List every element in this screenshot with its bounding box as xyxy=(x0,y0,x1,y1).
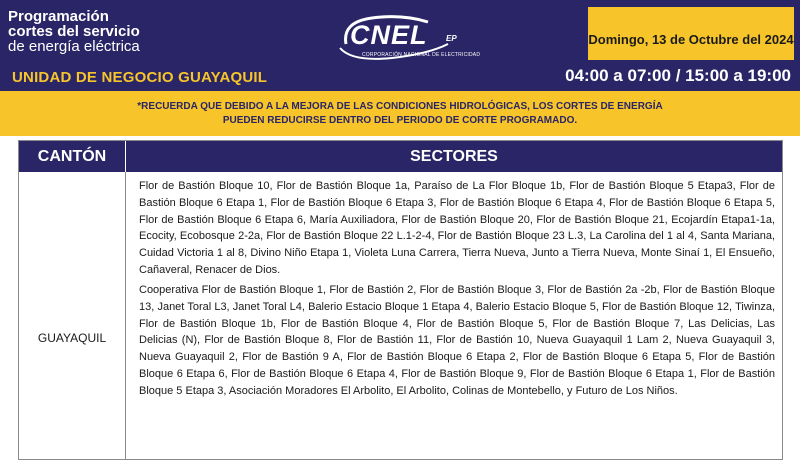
notice-banner xyxy=(0,91,800,136)
sectors-paragraph-2: Cooperativa Flor de Bastión Bloque 1, Flor de Bastión 2, Flor de Bastión Bloque 3, Flor de Bastión 2a -2b, Flor de Bastión Bloque 13, Janet Toral L3, Janet Toral L4, Balerio Estacio Bloque 1 Etapa 4, Balerio Estacio Bloque 5, Flor de Bastión Bloque 12, Tiwinza, Flor de Bastión Bloque 1b, Flor de Bastión Bloque 4, Flor de Bastión Bloque 5, Flor de Bastión Bloque 7, Las Delicias, Las Delicias (N), Flor de Bastión Bloque 8, Flor de Bastión 11, Flor de Bastión 10, Nueva Guayaquil 1 Lam 2, Nueva Guayaquil 3, Nueva Guayaquil 2, Flor de Bastión 9 A, Flor de Bastión Bloque 6 Etapa 2, Flor de Bastión Bloque 6 Etapa 5, Flor de Bastión Bloque 6 Etapa 6, Flor de Bastión Bloque 6 Etapa 4, Flor de Bastión Bloque 9, Flor de Bastión Bloque 6 Etapa 1, Flor de Bastión Bloque 5 Etapa 3, Asociación Moradores El Arbolito, El Arbolito, Colinas de Montebello, y Futuro de Los Niños. xyxy=(139,284,775,397)
title-line-2: cortes del servicio xyxy=(8,23,140,40)
notice-line-1: *RECUERDA QUE DEBIDO A LA MEJORA DE LAS CONDICIONES HIDROLÓGICAS, LOS CORTES DE ENERGÍA xyxy=(137,101,663,112)
header-sectores: SECTORES xyxy=(125,141,782,172)
logo-subtitle: CORPORACIÓN NACIONAL DE ELECTRICIDAD xyxy=(362,52,481,58)
logo-suffix: EP xyxy=(446,34,457,43)
title-line-3: de energía eléctrica xyxy=(8,38,140,55)
title-line-1: Programación xyxy=(8,8,109,25)
business-unit-label: UNIDAD DE NEGOCIO GUAYAQUIL xyxy=(12,69,268,86)
date-box xyxy=(588,7,794,60)
cnel-logo xyxy=(332,14,481,64)
logo-wordmark: CNEL xyxy=(350,20,428,50)
canton-cell: GUAYAQUIL xyxy=(37,331,107,345)
schedule-title xyxy=(8,9,140,54)
sectors-table xyxy=(18,140,783,460)
header-banner xyxy=(0,0,800,91)
sectors-paragraph-1: Flor de Bastión Bloque 10, Flor de Bastión Bloque 1a, Paraíso de La Flor Bloque 1b, Flor de Bastión Bloque 5 Etapa3, Flor de Bastión Bloque 6 Etapa 1, Flor de Bastión Bloque 6 Etapa 3, Flor de Bastión Bloque 6 Etapa 4, Flor de Bastión Bloque 6 Etapa 5, Flor de Bastión Bloque 6 Etapa 6, María Auxiliadora, Flor de Bastión Bloque 20, Flor de Bastión Bloque 21, Ecojardín Etapa1-1a, Ecocity, Ecobosque 2-2a, Flor de Bastión Bloque 22 L.1-2-4, Flor de Bastión Bloque 23 L.3, La Carolina del 1 al 4, Santa Mariana, Cuidad Victoria 1 al 8, Divino Niño Etapa 1, Violeta Luna Carrera, Tierra Nueva, Junto a Tierra Nueva, Monte Sinaí 1, El Ensueño, Cañaveral, Renacer de Dios. xyxy=(139,180,775,276)
header-canton: CANTÓN xyxy=(19,141,125,172)
outage-time-range: 04:00 a 07:00 / 15:00 a 19:00 xyxy=(565,66,791,85)
schedule-date: Domingo, 13 de Octubre del 2024 xyxy=(588,32,794,47)
column-divider xyxy=(125,172,126,460)
notice-line-2: PUEDEN REDUCIRSE DENTRO DEL PERIODO DE CORTE PROGRAMADO. xyxy=(222,115,578,126)
